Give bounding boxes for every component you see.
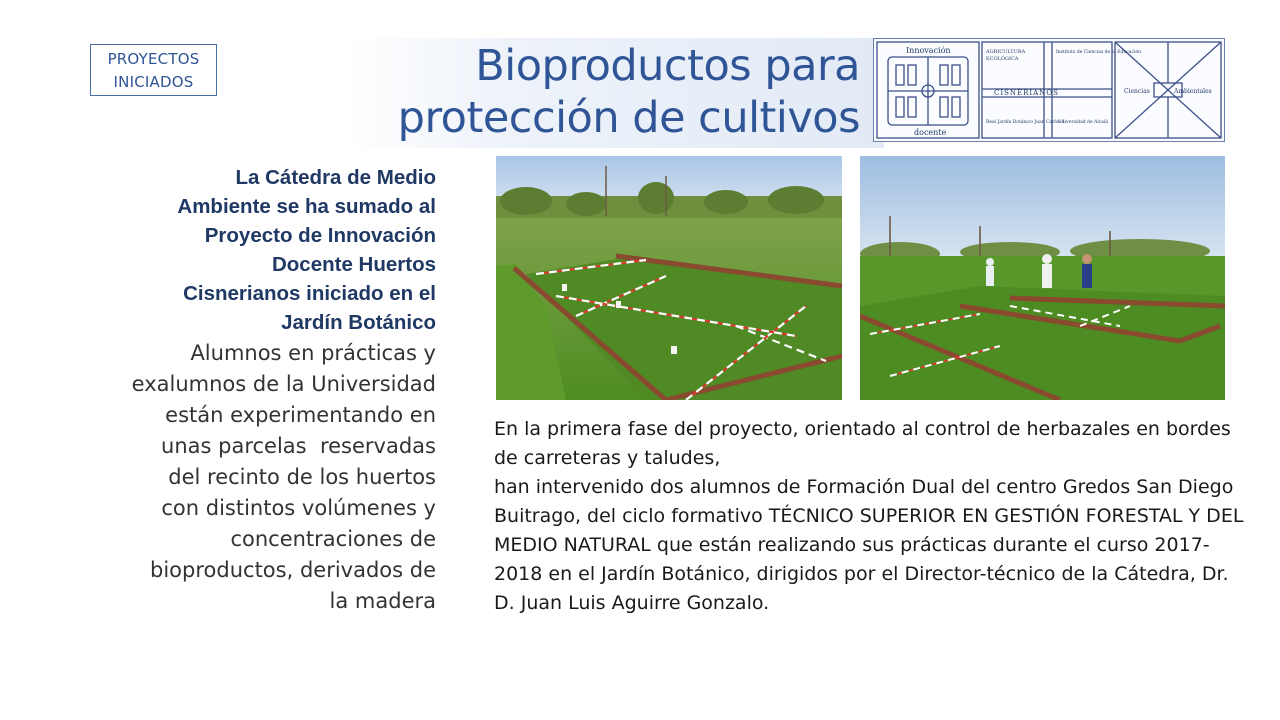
lead-line: Cisnerianos iniciado en el xyxy=(183,282,436,305)
lead-line: La Cátedra de Medio xyxy=(235,166,436,189)
left-body-paragraph xyxy=(100,338,436,617)
body-line: están experimentando en xyxy=(165,403,436,427)
page-title xyxy=(398,40,860,144)
body-line: la madera xyxy=(329,589,436,613)
paragraph-details: han intervenido dos alumnos de Formación Dual del centro Gredos San Diego Buitrago, del ciclo formativo TÉCNICO SUPERIOR EN GESTIÓN FORESTAL Y DEL MEDIO NATURAL que están realizando sus prácticas durante el curso 2017-2018 en el Jardín Botánico, dirigidos por el Director-técnico de la Cátedra, Dr. D. Juan Luis Aguirre Gonzalo. xyxy=(494,476,1244,614)
garden-plots-photo-2 xyxy=(860,156,1225,400)
body-line: del recinto de los huertos xyxy=(168,465,436,489)
lead-line: Proyecto de Innovación xyxy=(204,224,436,247)
lead-line: Ambiente se ha sumado al xyxy=(177,195,436,218)
body-line: Alumnos en prácticas y xyxy=(190,341,436,365)
lead-paragraph xyxy=(100,163,436,337)
title-line2: protección de cultivos xyxy=(397,93,860,143)
body-line: unas parcelas reservadas xyxy=(161,434,436,458)
logo-text-ambientales: Ambientales xyxy=(1174,88,1212,95)
logo-text-docente: docente xyxy=(914,128,947,137)
logo-text-innovacion: Innovación xyxy=(906,46,951,55)
logo-text-ecologica: ECOLÓGICA xyxy=(986,56,1019,62)
right-body-text xyxy=(494,415,1254,618)
logo-text-instituto: Instituto de Ciencias de la Educación xyxy=(1056,50,1142,55)
lead-line: Docente Huertos xyxy=(271,253,436,276)
logo-text-universidad: Universidad de Alcalá xyxy=(1058,120,1109,125)
logo-text-ciencias: Ciencias xyxy=(1124,88,1150,95)
logo-text-agricultura: AGRICULTURA xyxy=(986,49,1026,55)
body-line: bioproductos, derivados de xyxy=(150,558,436,582)
body-line: exalumnos de la Universidad xyxy=(131,372,436,396)
huertos-cisnerianos-logo xyxy=(873,38,1225,142)
title-line1: Bioproductos para xyxy=(475,41,860,91)
logo-text-real-jardin: Real Jardín Botánico Juan Carlos I xyxy=(986,120,1065,125)
paragraph-intro: En la primera fase del proyecto, orientado al control de herbazales en bordes de carreteras y taludes, xyxy=(494,418,1231,469)
garden-plan-icon xyxy=(874,39,1224,141)
lead-line: Jardín Botánico xyxy=(281,311,436,334)
body-line: con distintos volúmenes y xyxy=(161,496,436,520)
section-tag xyxy=(90,44,217,96)
garden-plots-photo-1 xyxy=(496,156,842,400)
logo-text-cisnerianos: CISNERIANOS xyxy=(994,89,1059,97)
body-line: concentraciones de xyxy=(230,527,436,551)
section-tag-line2: INICIADOS xyxy=(113,73,194,91)
section-tag-line1: PROYECTOS xyxy=(107,50,200,68)
